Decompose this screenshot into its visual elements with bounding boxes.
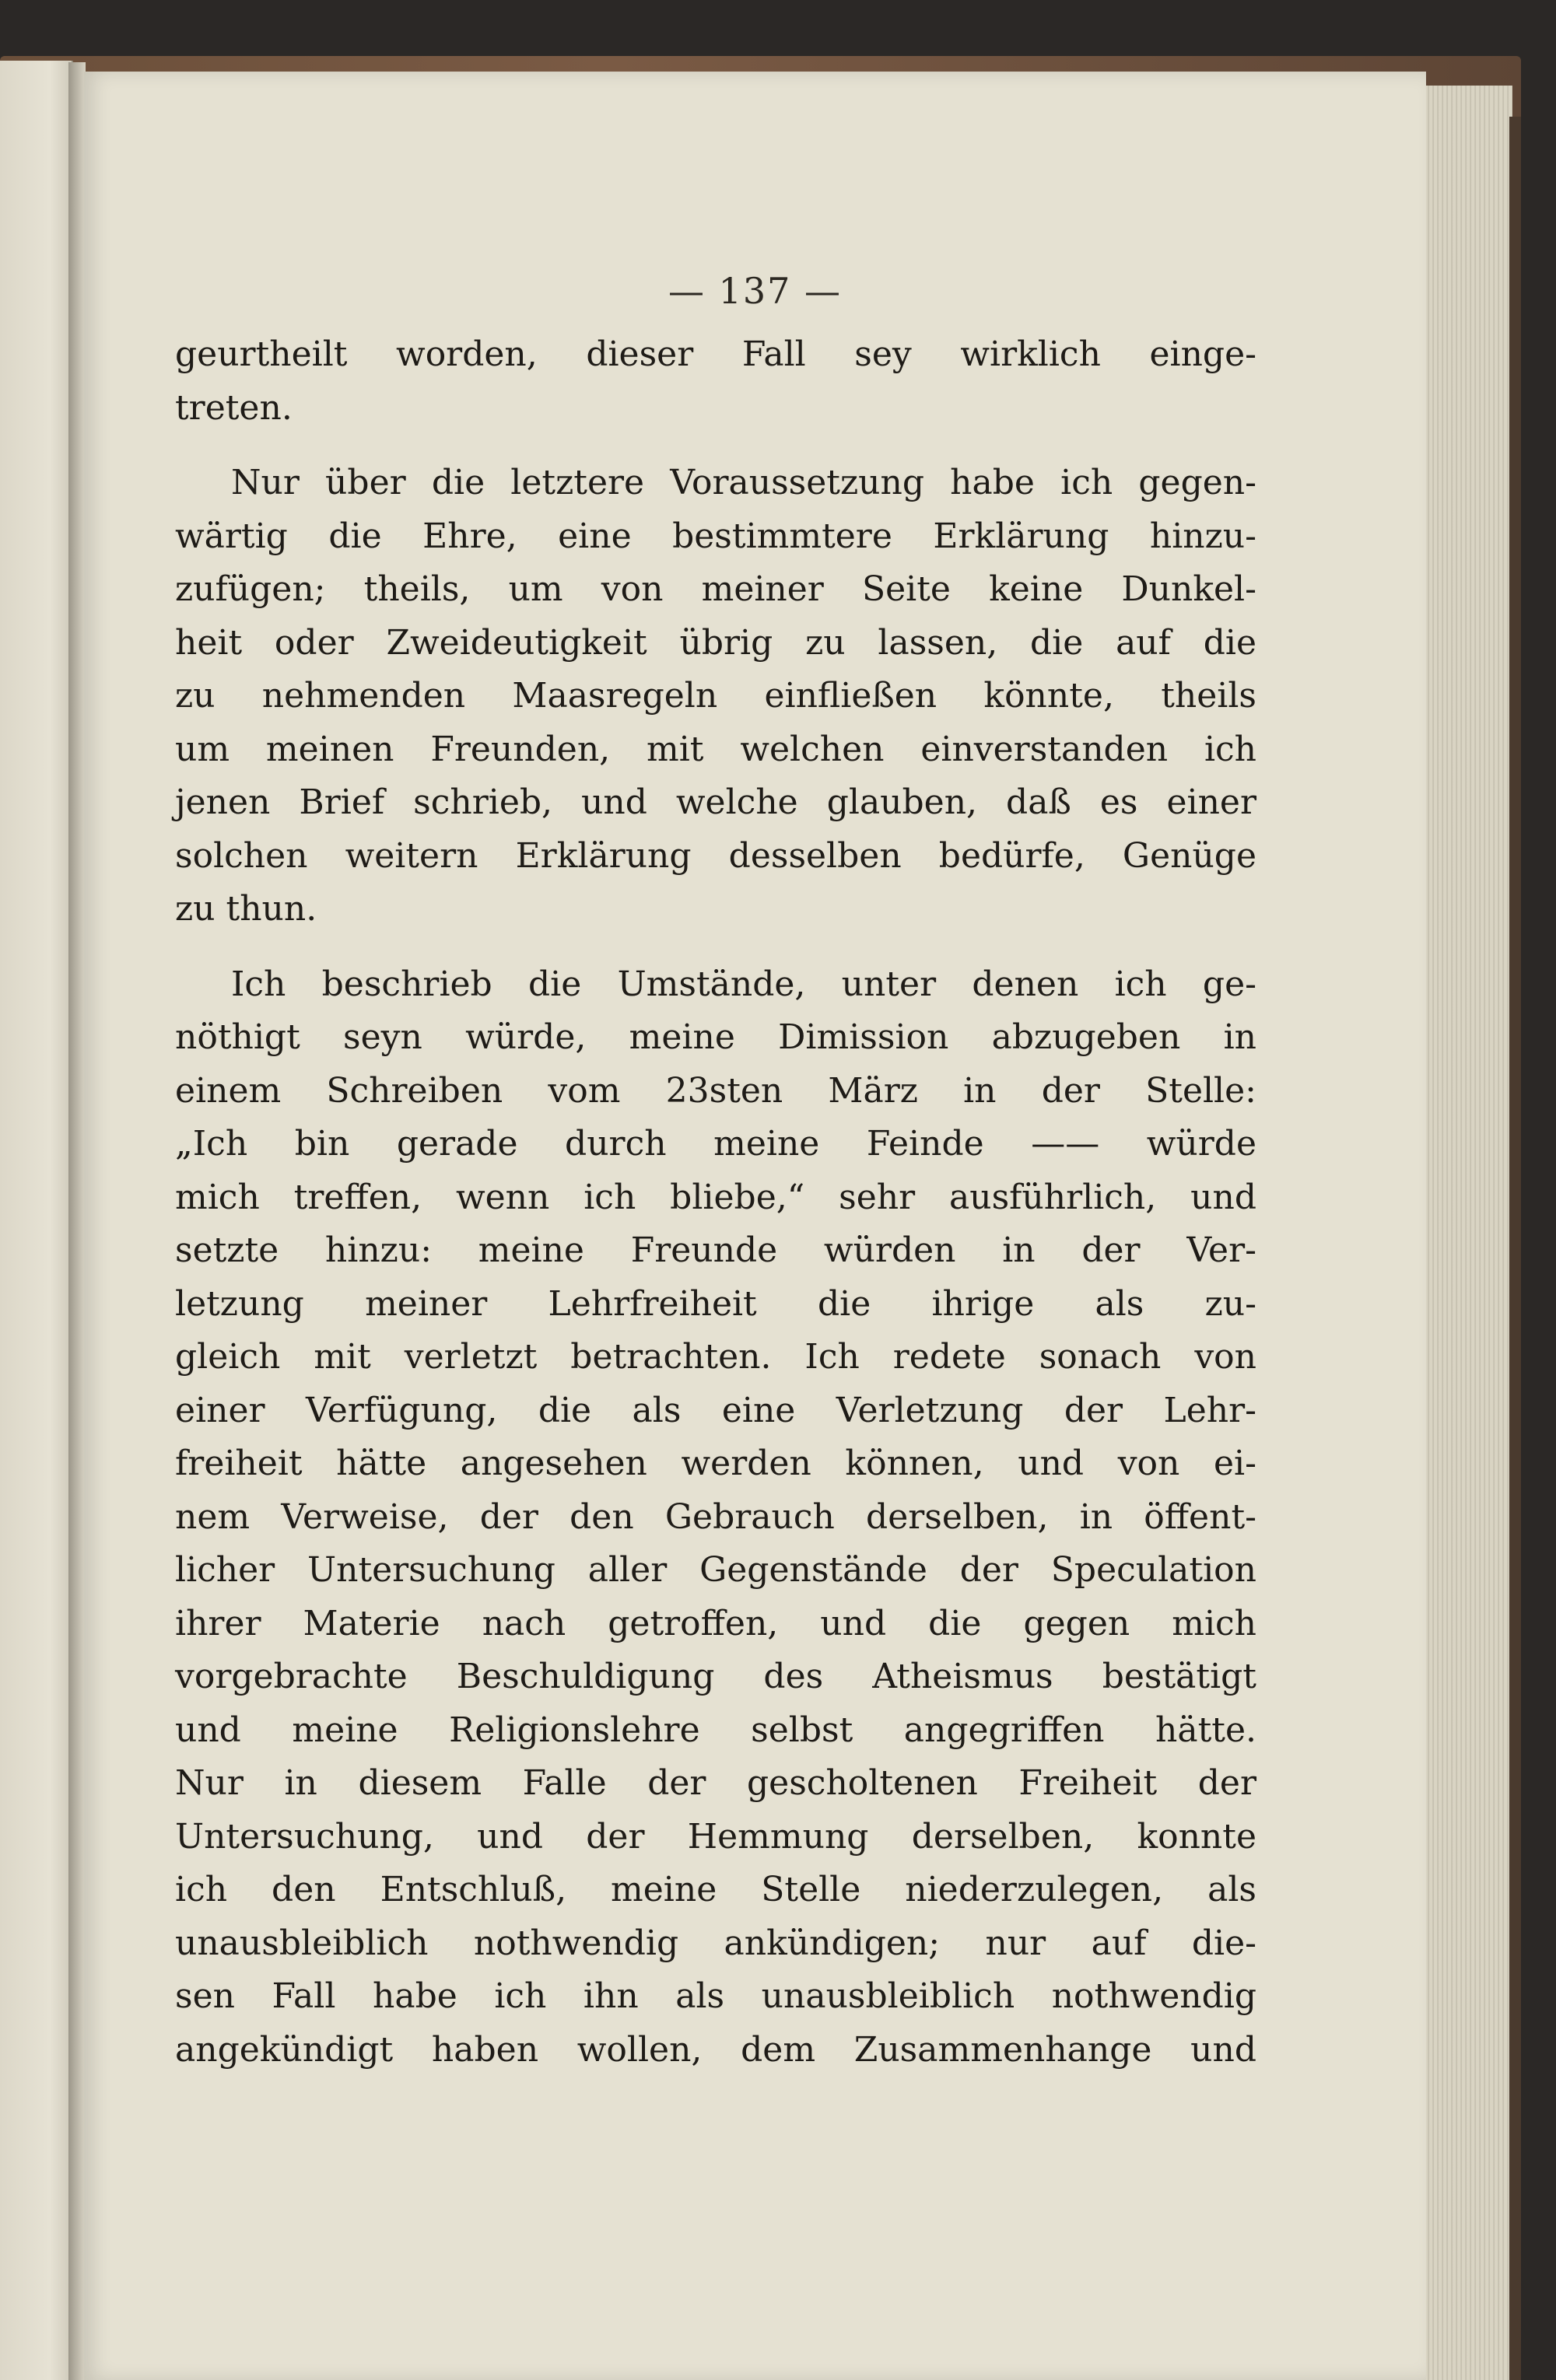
text-line: Nur in diesem Falle der gescholtenen Freiheit der [175,1763,1256,1803]
paragraph-2 [175,457,1256,936]
page-body-text [175,328,1256,2077]
text-line: „Ich bin gerade durch meine Feinde —— würde [175,1124,1256,1164]
text-line: jenen Brief schrieb, und welche glauben, daß es einer [175,782,1256,822]
text-line: nöthigt seyn würde, meine Dimission abzugeben in [175,1017,1256,1057]
page-edge-shadow [1509,117,1521,2380]
text-line: nem Verweise, der den Gebrauch derselben, in öffent- [175,1496,1256,1537]
text-line: sen Fall habe ich ihn als unausbleiblich nothwendig [175,1976,1256,2016]
text-line: zu nehmenden Maasregeln einfließen könnte, theils [175,676,1256,716]
text-line: einer Verfügung, die als eine Verletzung der Lehr- [175,1390,1256,1430]
text-line: vorgebrachte Beschuldigung des Atheismus bestätigt [175,1657,1256,1696]
text-line: setzte hinzu: meine Freunde würden in der Ver- [175,1230,1256,1270]
text-line: um meinen Freunden, mit welchen einverstanden ich [175,729,1256,769]
text-line: ich den Entschluß, meine Stelle niederzulegen, als [175,1870,1256,1909]
text-line: unausbleiblich nothwendig ankündigen; nur auf die- [175,1923,1256,1963]
text-line: letzung meiner Lehrfreiheit die ihrige als zu- [175,1283,1256,1324]
text-line: zu thun. [175,889,317,929]
text-line: gleich mit verletzt betrachten. Ich redete sonach von [175,1337,1256,1377]
text-line: licher Untersuchung aller Gegenstände der Speculation [175,1550,1256,1590]
page-block-edge [1424,86,1512,2380]
text-line: zufügen; theils, um von meiner Seite keine Dunkel- [175,569,1256,609]
text-line: wärtig die Ehre, eine bestimmtere Erklärung hinzu- [175,516,1256,556]
text-line: Untersuchung, und der Hemmung derselben, konnte [175,1816,1256,1857]
text-line: Nur über die letztere Voraussetzung habe ich gegen- [231,463,1256,502]
book-page [84,72,1426,2380]
text-line: solchen weitern Erklärung desselben bedürfe, Genüge [175,835,1256,876]
facing-page-edge [0,61,73,2380]
text-line: heit oder Zweideutigkeit übrig zu lassen, die auf die [175,622,1256,663]
text-line: mich treffen, wenn ich bliebe,“ sehr ausführlich, und [175,1177,1256,1217]
text-line: geurtheilt worden, dieser Fall sey wirklich einge- [175,334,1256,374]
paragraph-1 [175,328,1256,435]
text-line: Ich beschrieb die Umstände, unter denen ich ge- [231,964,1256,1004]
page-number-header: — 137 — [668,270,843,312]
text-line: angekündigt haben wollen, dem Zusammenhange und [175,2029,1256,2070]
text-line: einem Schreiben vom 23sten März in der Stelle: [175,1070,1256,1111]
text-line: treten. [175,387,293,428]
paragraph-3 [175,958,1256,2077]
text-line: und meine Religionslehre selbst angegriffen hätte. [175,1710,1256,1750]
text-line: freiheit hätte angesehen werden können, und von ei- [175,1444,1256,1483]
text-line: ihrer Materie nach getroffen, und die gegen mich [175,1603,1256,1643]
book-gutter [68,62,86,2380]
